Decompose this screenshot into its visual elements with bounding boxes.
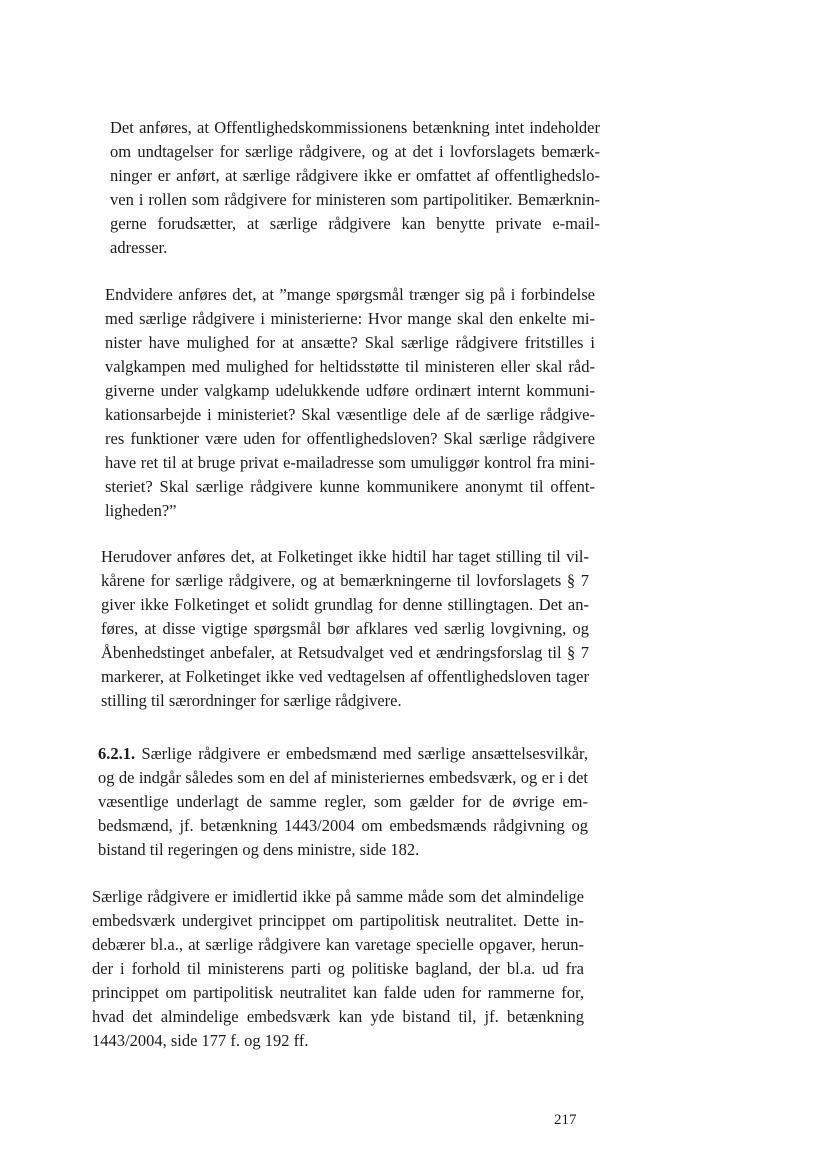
text-line: stilling til særordninger for særlige rådgivere. (101, 691, 402, 710)
text-line: Herudover anføres det, at Folketinget ikke hidtil har taget stilling til vil- (101, 547, 589, 566)
text-line: ninger er anført, at særlige rådgivere ikke er omfattet af offentlighedslo- (110, 166, 600, 185)
text-line: og de indgår således som en del af ministeriernes embedsværk, og er i det (98, 768, 588, 787)
paragraph-1 (110, 116, 600, 260)
text-line: giver ikke Folketinget et solidt grundlag for denne stillingtagen. Det an- (101, 595, 589, 614)
text-line: adresser. (110, 238, 168, 257)
text-line: valgkampen med mulighed for heltidsstøtte til ministeren eller skal råd- (105, 357, 595, 376)
text-line: væsentlige underlagt de samme regler, som gælder for de øvrige em- (98, 792, 588, 811)
paragraph-section-6-2-1 (98, 742, 588, 862)
text-line: bedsmænd, jf. betænkning 1443/2004 om embedsmænds rådgivning og (98, 816, 588, 835)
text-line: res funktioner være uden for offentlighedsloven? Skal særlige rådgivere (105, 429, 595, 448)
text-line: ven i rollen som rådgivere for ministeren som partipolitiker. Bemærknin- (110, 190, 600, 209)
text-line: steriet? Skal særlige rådgivere kunne kommunikere anonymt til offent- (105, 477, 595, 496)
text-line: 1443/2004, side 177 f. og 192 ff. (92, 1031, 309, 1050)
text-line: kationsarbejde i ministeriet? Skal væsentlige dele af de særlige rådgive- (105, 405, 595, 424)
text-line: debærer bl.a., at særlige rådgivere kan varetage specielle opgaver, herun- (92, 935, 584, 954)
text-line: have ret til at bruge privat e-mailadresse som umuliggør kontrol fra mini- (105, 453, 595, 472)
text-line: princippet om partipolitisk neutralitet kan falde uden for rammerne for, (92, 983, 584, 1002)
text-line: nister have mulighed for at ansætte? Skal særlige rådgivere fritstilles i (105, 333, 595, 352)
text-line: føres, at disse vigtige spørgsmål bør afklares ved særlig lovgivning, og (101, 619, 589, 638)
text-line: Endvidere anføres det, at ”mange spørgsmål trænger sig på i forbindelse (105, 285, 595, 304)
text-line: markerer, at Folketinget ikke ved vedtagelsen af offentlighedsloven tager (101, 667, 589, 686)
text-line: med særlige rådgivere i ministerierne: Hvor mange skal den enkelte mi- (105, 309, 595, 328)
text-line: ligheden?” (105, 501, 177, 520)
text-line-rest: Særlige rådgivere er embedsmænd med særlige ansættelsesvilkår, (135, 744, 588, 763)
section-number: 6.2.1. (98, 744, 136, 763)
paragraph-2 (105, 283, 595, 523)
text-line: bistand til regeringen og dens ministre, side 182. (98, 840, 420, 859)
paragraph-5 (92, 885, 584, 1053)
text-line: kårene for særlige rådgivere, og at bemærkningerne til lovforslagets § 7 (101, 571, 589, 590)
text-line: hvad det almindelige embedsværk kan yde bistand til, jf. betænkning (92, 1007, 584, 1026)
text-line: der i forhold til ministerens parti og politiske bagland, der bl.a. ud fra (92, 959, 584, 978)
text-line: Det anføres, at Offentlighedskommissionens betænkning intet indeholder (110, 118, 600, 137)
text-line: Åbenhedstinget anbefaler, at Retsudvalget ved et ændringsforslag til § 7 (101, 643, 589, 662)
text-line: om undtagelser for særlige rådgivere, og at det i lovforslagets bemærk- (110, 142, 600, 161)
text-line (98, 742, 588, 766)
paragraph-3 (101, 545, 589, 713)
text-line: Særlige rådgivere er imidlertid ikke på samme måde som det almindelige (92, 887, 584, 906)
text-line: giverne under valgkamp udelukkende udføre ordinært internt kommuni- (105, 381, 595, 400)
page-number: 217 (554, 1112, 577, 1128)
text-line: embedsværk undergivet princippet om partipolitisk neutralitet. Dette in- (92, 911, 584, 930)
text-line: gerne forudsætter, at særlige rådgivere kan benytte private e-mail- (110, 214, 600, 233)
